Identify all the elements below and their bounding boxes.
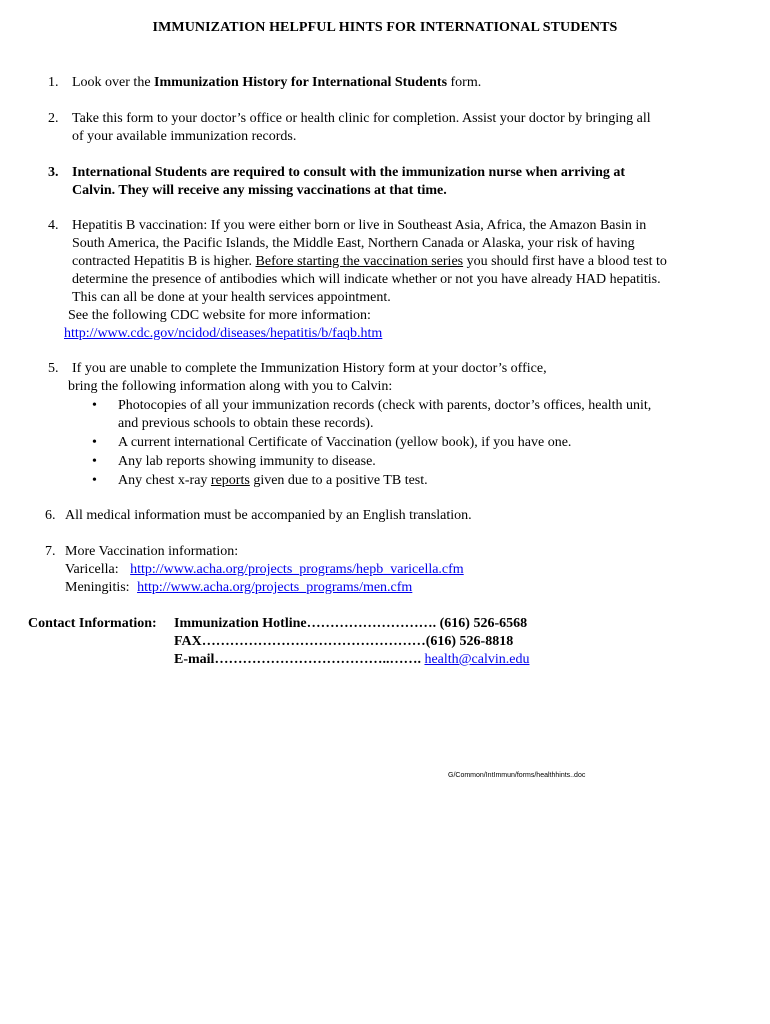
item-text — [72, 164, 742, 200]
item-text-post: form. — [447, 75, 482, 90]
cdc-link[interactable]: http://www.cdc.gov/ncidod/diseases/hepatitis/b/faqb.htm — [64, 326, 383, 341]
bullet-text: A current international Certificate of Vaccination (yellow book), if you have one. — [118, 435, 572, 450]
text-segment: contracted Hepatitis B is higher. — [72, 254, 256, 269]
item-text — [72, 74, 742, 92]
item-number: 1. — [48, 75, 59, 90]
underlined-text: Before starting the vaccination series — [255, 254, 464, 269]
underlined-text: reports — [210, 473, 250, 488]
meningitis-row — [65, 579, 412, 597]
text-line — [72, 253, 742, 271]
item-number: 2. — [48, 111, 59, 126]
item-text — [72, 217, 742, 307]
bullet-icon: • — [92, 454, 97, 469]
bullet-text: Any lab reports showing immunity to disease. — [118, 454, 376, 469]
bullet-item — [92, 472, 712, 490]
text-segment: Any chest x-ray — [118, 473, 211, 488]
email-link[interactable]: health@calvin.edu — [424, 652, 530, 667]
text-segment: you should first have a blood test to — [463, 254, 667, 269]
bullet-icon: • — [92, 473, 97, 488]
bullet-item — [92, 434, 712, 452]
email-label: E-mail………………………………..……. — [174, 652, 425, 667]
text-line: bring the following information along with you to Calvin: — [68, 379, 393, 394]
varicella-row — [65, 561, 464, 579]
text-line: If you are unable to complete the Immunization History form at your doctor’s office, — [72, 361, 547, 376]
text-line: Calvin. They will receive any missing vaccinations at that time. — [72, 183, 447, 198]
text-line: Take this form to your doctor’s office or health clinic for completion. Assist your doctor by bringing all — [72, 111, 651, 126]
cdc-link-wrap — [64, 325, 382, 343]
contact-label: Contact Information: — [28, 616, 157, 631]
text-line: determine the presence of antibodies which will indicate whether or not you have already HAD hepatitis. — [72, 272, 661, 287]
bullet-item — [92, 453, 712, 471]
item-number: 3. — [48, 165, 59, 180]
bullet-item — [92, 397, 712, 433]
meningitis-label: Meningitis: — [65, 580, 130, 595]
bullet-text: and previous schools to obtain these records). — [118, 416, 374, 431]
text-line: This can all be done at your health services appointment. — [72, 290, 391, 305]
item-text: All medical information must be accompanied by an English translation. — [65, 508, 472, 523]
bullet-text: Photocopies of all your immunization records (check with parents, doctor’s offices, health unit, — [118, 398, 652, 413]
bullet-icon: • — [92, 398, 97, 413]
item-number: 5. — [48, 361, 59, 376]
item-text: More Vaccination information: — [65, 544, 239, 559]
email-row — [174, 651, 770, 669]
text-line: International Students are required to consult with the immunization nurse when arriving at — [72, 165, 626, 180]
varicella-label: Varicella: — [65, 562, 119, 577]
bullet-icon: • — [92, 435, 97, 450]
fax-text: FAX…………………………………………(616) 526-8818 — [174, 634, 514, 649]
file-path-footer: G/Common/IntImmun/forms/healthhints..doc — [448, 772, 586, 779]
item-number: 6. — [45, 508, 56, 523]
item-text — [72, 110, 742, 146]
contact-hotline-row — [28, 615, 628, 633]
item-text-pre: Look over the — [72, 75, 155, 90]
meningitis-link[interactable]: http://www.acha.org/projects_programs/men.cfm — [137, 580, 413, 595]
varicella-link[interactable]: http://www.acha.org/projects_programs/hepb_varicella.cfm — [130, 562, 464, 577]
cdc-info-text: See the following CDC website for more information: — [68, 308, 371, 323]
bullet-text — [118, 472, 712, 490]
item-number: 7. — [45, 544, 56, 559]
text-line: South America, the Pacific Islands, the Middle East, Northern Canada or Alaska, your risk of having — [72, 236, 635, 251]
hotline-text: Immunization Hotline………………………. (616) 526-6568 — [174, 616, 528, 631]
text-line: of your available immunization records. — [72, 129, 297, 144]
bullet-list — [92, 397, 712, 490]
form-name: Immunization History for International Students — [154, 75, 448, 90]
text-segment: given due to a positive TB test. — [249, 473, 428, 488]
item-number: 4. — [48, 218, 59, 233]
page-title: IMMUNIZATION HELPFUL HINTS FOR INTERNATIONAL STUDENTS — [152, 20, 618, 35]
text-line: Hepatitis B vaccination: If you were either born or live in Southeast Asia, Africa, the Amazon Basin in — [72, 218, 647, 233]
